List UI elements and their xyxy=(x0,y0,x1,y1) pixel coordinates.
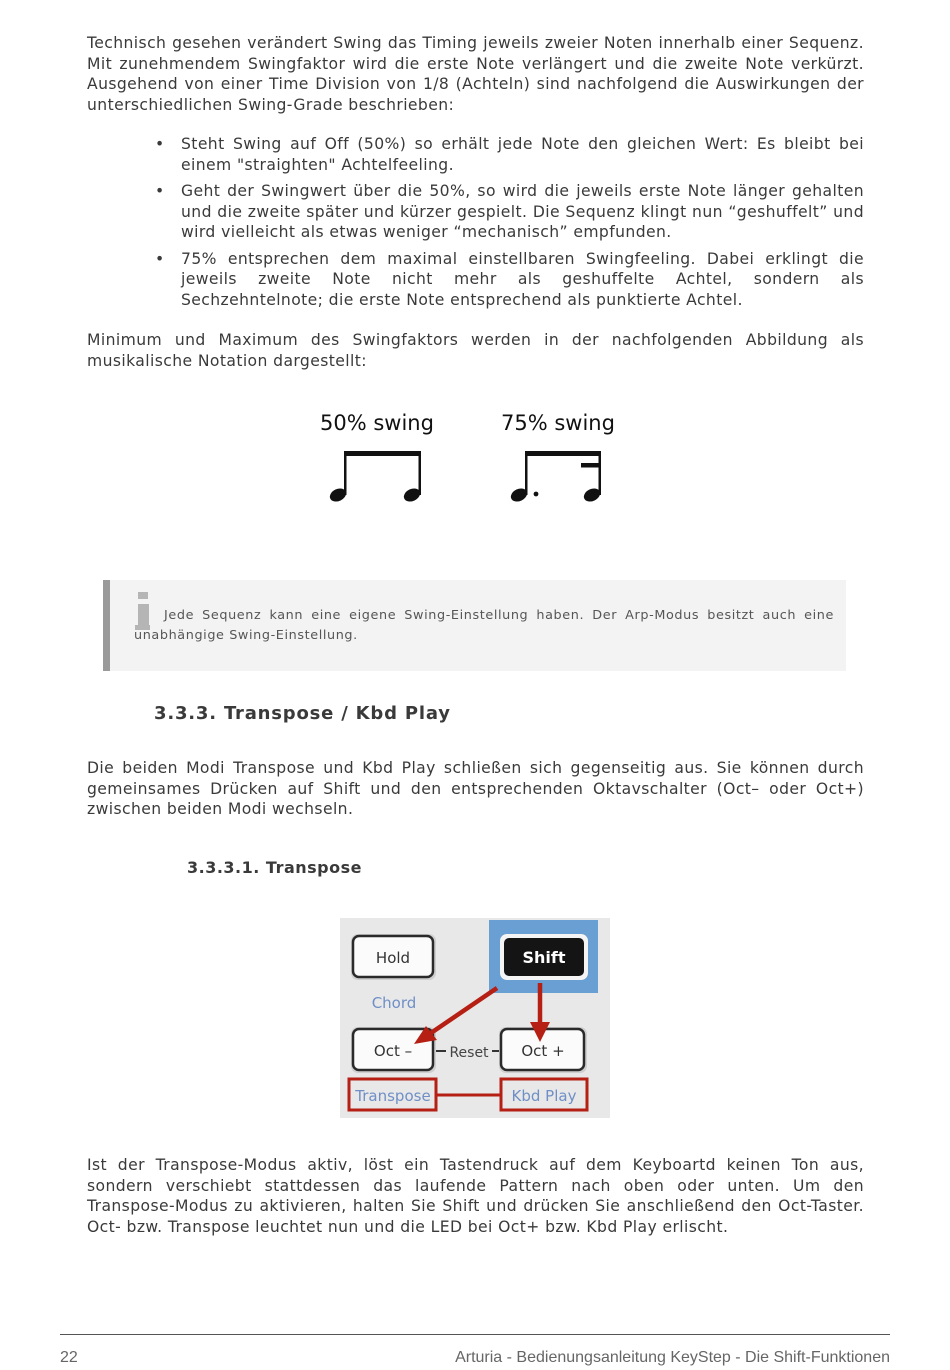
swing-50-label: 50% swing xyxy=(320,411,434,435)
shift-label: Shift xyxy=(522,948,566,967)
kbd-play-label: Kbd Play xyxy=(511,1087,577,1105)
oct-minus-label: Oct – xyxy=(373,1042,413,1060)
swing-75-label: 75% swing xyxy=(501,411,615,435)
info-note-box xyxy=(103,580,846,671)
intro-paragraph: Technisch gesehen verändert Swing das Timing jeweils zweier Noten innerhalb einer Sequenz. Mit zunehmendem Swingfaktor wird die erste Note verlängert und die zweite Note verkürzt. Ausgehend von einer Time Division von 1/8 (Achteln) sind nachfolgend die Auswirkungen der unterschiedlichen Swing-Grade beschrieben: xyxy=(87,34,864,115)
list-item-text: 75% entsprechen dem maximal einstellbaren Swingfeeling. Dabei erklingt die jeweils zweite Note nicht mehr als geshuffelte Achtel, sondern als Sechzehntelnote; die erste Note entsprechend als punktierte Achtel. xyxy=(181,249,864,309)
shift-button xyxy=(500,934,588,980)
page-number: 22 xyxy=(60,1349,78,1366)
hold-label: Hold xyxy=(375,949,411,967)
swing-bullet-list xyxy=(155,134,864,316)
footer-title: Arturia - Bedienungsanleitung KeyStep - Die Shift-Funktionen xyxy=(455,1349,890,1366)
bullet-symbol: • xyxy=(155,135,165,153)
swing-50-notes xyxy=(328,451,422,504)
list-item xyxy=(155,134,864,175)
swing-notation-figure xyxy=(315,405,625,515)
list-item-text: Steht Swing auf Off (50%) so erhält jede Note den gleichen Wert: Es bleibt bei einem "straighten" Achtelfeeling. xyxy=(181,135,864,174)
subsection-heading: 3.3.3.1. Transpose xyxy=(187,858,362,877)
footer-divider xyxy=(60,1334,890,1335)
transpose-label: Transpose xyxy=(355,1087,431,1105)
section-heading: 3.3.3. Transpose / Kbd Play xyxy=(154,703,451,724)
keystep-buttons-figure xyxy=(340,918,610,1118)
transpose-paragraph: Ist der Transpose-Modus aktiv, löst ein Tastendruck auf dem Keyboartd keinen Ton aus, sondern verschiebt stattdessen das laufende Pattern nach oben oder unten. Um den Transpose-Modus zu aktivieren, halten Sie Shift und drücken Sie anschließend den Oct-Taster. Oct- bzw. Transpose leuchtet nun und die LED bei Oct+ bzw. Kbd Play erlischt. xyxy=(87,1156,864,1237)
chord-label: Chord xyxy=(371,994,417,1012)
info-note-text: Jede Sequenz kann eine eigene Swing-Einstellung haben. Der Arp-Modus besitzt auch eine unabhängige Swing-Einstellung. xyxy=(134,608,834,643)
list-item-text: Geht der Swingwert über die 50%, so wird die jeweils erste Note länger gehalten und die zweite später und kürzer gespielt. Die Sequenz klingt nun “geshuffelt” und wird vielleicht als etwas weniger “mechanisch” empfunden. xyxy=(181,181,864,242)
list-item xyxy=(155,249,864,311)
bullet-symbol: • xyxy=(155,249,165,268)
oct-plus-label: Oct + xyxy=(521,1042,565,1060)
hold-button xyxy=(351,934,436,980)
swing-75-notes xyxy=(509,451,602,504)
reset-label: Reset xyxy=(449,1045,489,1061)
list-item xyxy=(155,181,864,243)
swing-intro-paragraph: Minimum und Maximum des Swingfaktors werden in der nachfolgenden Abbildung als musikalische Notation dargestellt: xyxy=(87,331,864,370)
bullet-symbol: • xyxy=(155,181,165,200)
section-paragraph: Die beiden Modi Transpose und Kbd Play schließen sich gegenseitig aus. Sie können durch gemeinsames Drücken auf Shift und den entsprechenden Oktavschalter (Oct– oder Oct+) zwischen beiden Modi wechseln. xyxy=(87,759,864,819)
